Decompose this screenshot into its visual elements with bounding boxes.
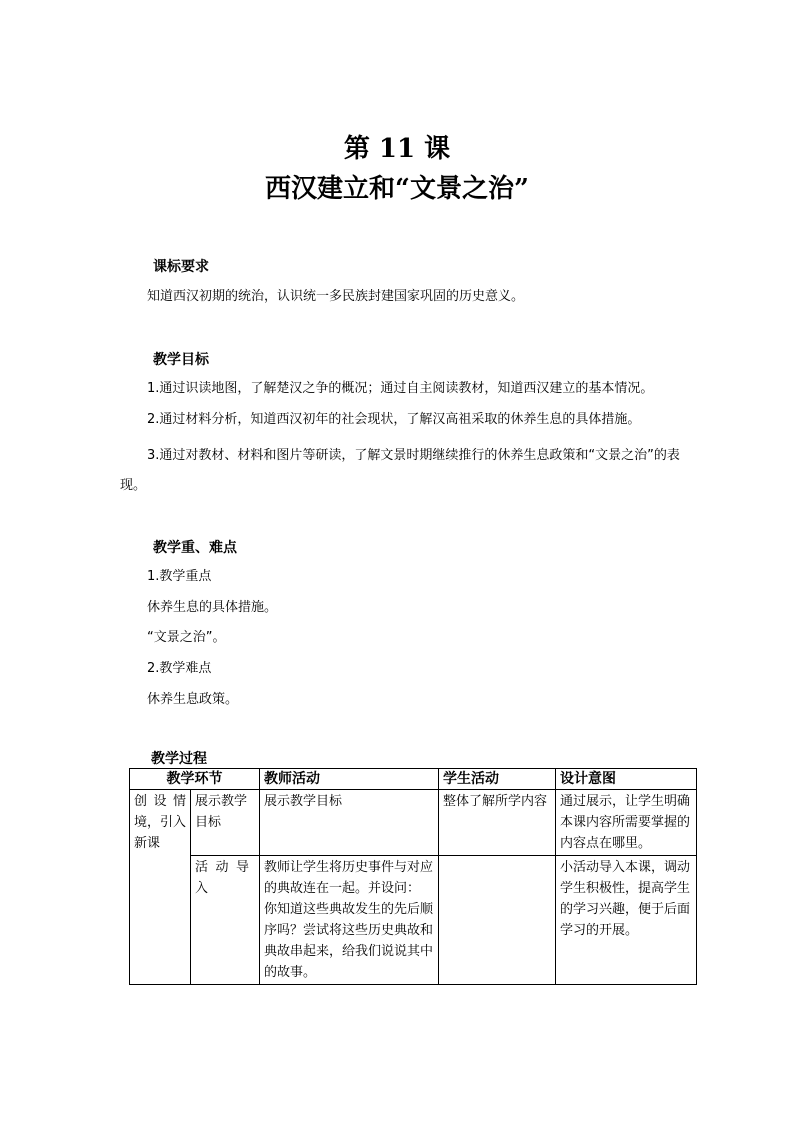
process-table bbox=[129, 768, 697, 985]
section-cell: 创设情境，引入新课 bbox=[130, 790, 191, 985]
objectives-heading: 教学目标 bbox=[153, 352, 209, 368]
step-cell: 展示教学目标 bbox=[191, 790, 260, 856]
difficulty-label: 2.教学难点 bbox=[147, 661, 212, 676]
teacher-cell: 展示教学目标 bbox=[260, 790, 439, 856]
process-heading: 教学过程 bbox=[151, 751, 207, 767]
difficulty-item: 休养生息政策。 bbox=[147, 692, 239, 707]
table-row bbox=[130, 790, 697, 856]
student-cell bbox=[439, 856, 556, 985]
lesson-title: 西汉建立和“文景之治” bbox=[265, 174, 529, 204]
intent-cell: 通过展示，让学生明确本课内容所需要掌握的内容点在哪里。 bbox=[556, 790, 697, 856]
focus-item: 休养生息的具体措施。 bbox=[147, 600, 278, 615]
column-header: 设计意图 bbox=[556, 769, 697, 790]
focus-item: “文景之治”。 bbox=[147, 630, 226, 645]
table-row bbox=[130, 856, 697, 985]
objective-item: 3.通过对教材、材料和图片等研读，了解文景时期继续推行的休养生息政策和“文景之治”的表现。 bbox=[120, 448, 680, 493]
objective-item: 2.通过材料分析，知道西汉初年的社会现状，了解汉高祖采取的休养生息的具体措施。 bbox=[147, 412, 641, 427]
step-cell: 活动导入 bbox=[191, 856, 260, 985]
table-header-row bbox=[130, 769, 697, 790]
column-header: 教学环节 bbox=[130, 769, 260, 790]
curriculum-text: 知道西汉初期的统治，认识统一多民族封建国家巩固的历史意义。 bbox=[147, 289, 525, 304]
focus-label: 1.教学重点 bbox=[147, 569, 212, 584]
column-header: 教师活动 bbox=[260, 769, 439, 790]
lesson-number: 第 11 课 bbox=[343, 134, 451, 164]
column-header: 学生活动 bbox=[439, 769, 556, 790]
keypoints-heading: 教学重、难点 bbox=[153, 540, 237, 556]
teacher-cell: 教师让学生将历史事件与对应的典故连在一起。并设问： 你知道这些典故发生的先后顺序吗？尝试将这些历史典故和典故串起来，给我们说说其中的故事。 bbox=[260, 856, 439, 985]
student-cell: 整体了解所学内容 bbox=[439, 790, 556, 856]
curriculum-heading: 课标要求 bbox=[153, 259, 209, 275]
intent-cell: 小活动导入本课，调动学生积极性，提高学生的学习兴趣，便于后面学习的开展。 bbox=[556, 856, 697, 985]
objective-item: 1.通过识读地图，了解楚汉之争的概况；通过自主阅读教材，知道西汉建立的基本情况。 bbox=[147, 381, 654, 396]
